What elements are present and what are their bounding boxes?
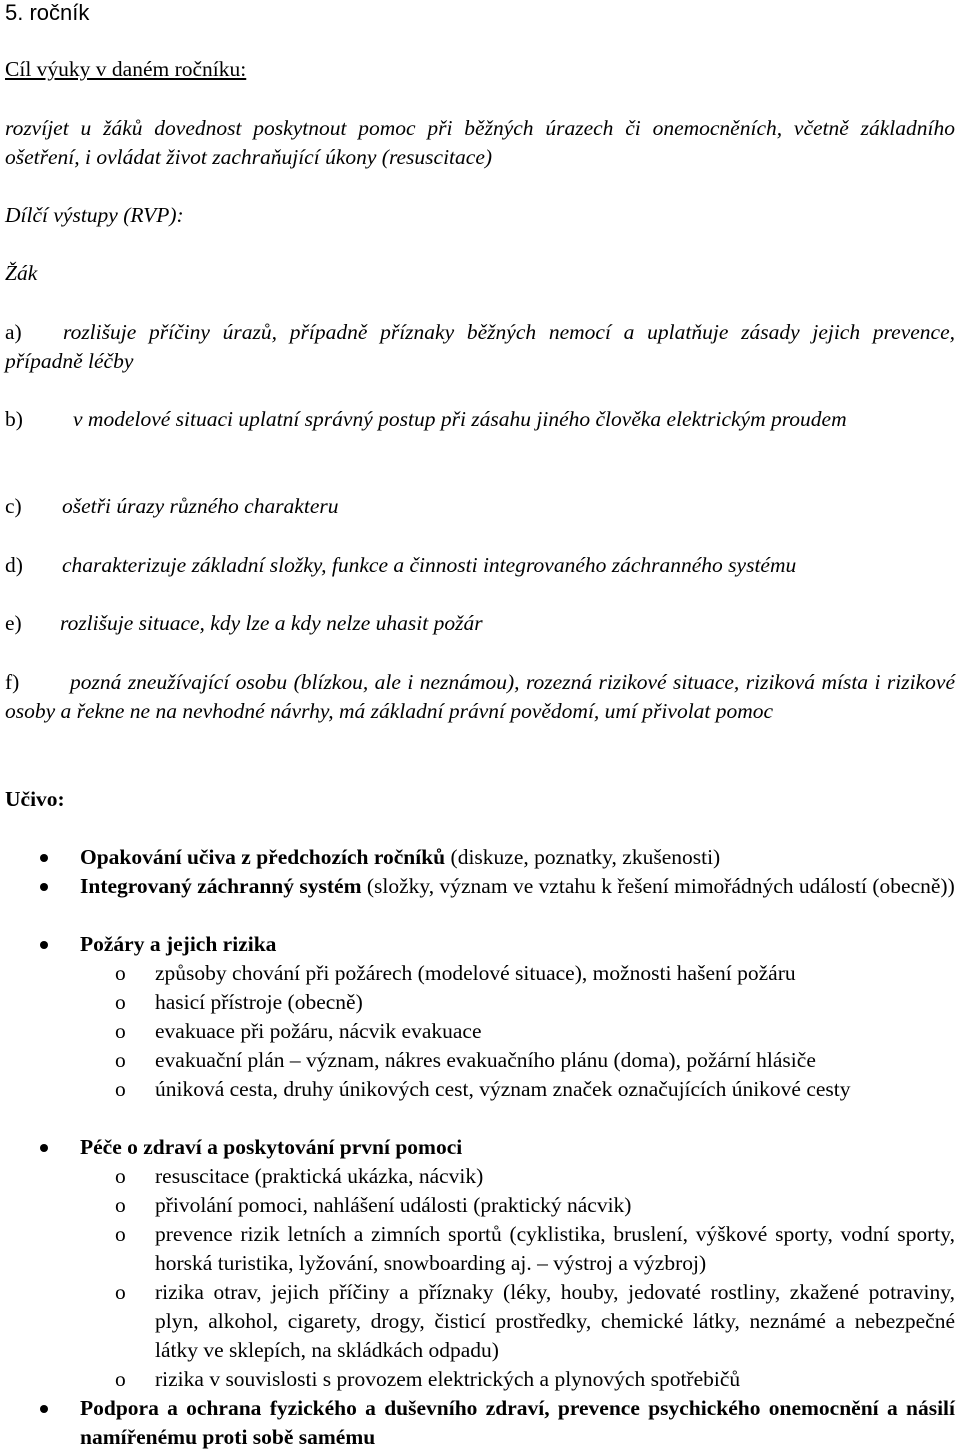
- sub-bullet-icon: o: [115, 990, 126, 1014]
- pupil-label: Žák: [5, 261, 38, 285]
- topic-text: [80, 872, 955, 901]
- subtopic-text: způsoby chování při požárech (modelové situace), možnosti hašení požáru: [155, 961, 796, 985]
- sub-bullet-icon: o: [115, 1077, 126, 1101]
- output-text-c: ošetři úrazy různého charakteru: [62, 494, 339, 518]
- outputs-title: [5, 201, 955, 230]
- sub-bullet-icon: o: [115, 1164, 126, 1188]
- curriculum-title-text: Učivo:: [5, 787, 65, 811]
- output-text-d: charakterizuje základní složky, funkce a činnosti integrovaného záchranného systému: [62, 553, 797, 577]
- sub-bullet-icon: o: [115, 1367, 126, 1391]
- topic-text: [80, 930, 955, 959]
- topic-rest: (složky, význam ve vztahu k řešení mimořádných událostí (obecně)): [361, 874, 955, 898]
- output-text-f: [5, 668, 955, 726]
- output-text-b-body: v modelové situaci uplatní správný postup při zásahu jiného člověka elektrickým proudem: [73, 407, 847, 431]
- output-label-e: e): [5, 611, 22, 635]
- bullet-icon: [40, 1405, 48, 1413]
- curriculum-title: [5, 785, 955, 814]
- output-label-c: c): [5, 494, 22, 518]
- sub-bullet-icon: o: [115, 1048, 126, 1072]
- goal-title: Cíl výuky v daném ročníku:: [5, 57, 247, 81]
- sub-bullet-icon: o: [115, 1280, 126, 1304]
- topic-bold: Integrovaný záchranný systém: [80, 874, 362, 898]
- sub-bullet-icon: o: [115, 961, 126, 985]
- bullet-icon: [40, 941, 48, 949]
- subtopic-text: rizika otrav, jejich příčiny a příznaky (léky, houby, jedovaté rostliny, zkažené potraviny, plyn, alkohol, cigarety, drogy, čisticí prostředky, chemické látky, neznámé a nebezpečné látky ve sklepích, na skládkách odpadu): [155, 1280, 955, 1362]
- output-text-b: [5, 405, 955, 434]
- topic-bold: Požáry a jejich rizika: [80, 932, 277, 956]
- sub-bullet-icon: o: [115, 1193, 126, 1217]
- output-item-f: [5, 668, 955, 726]
- bullet-icon: [40, 854, 48, 862]
- topic-text: [80, 1133, 955, 1162]
- subtopic-text: úniková cesta, druhy únikových cest, význam značek označujících únikové cesty: [155, 1077, 851, 1101]
- output-text-e: rozlišuje situace, kdy lze a kdy nelze uhasit požár: [60, 611, 483, 635]
- topic-bold: Péče o zdraví a poskytování první pomoci: [80, 1135, 463, 1159]
- bullet-icon: [40, 883, 48, 891]
- sub-bullet-icon: o: [115, 1222, 126, 1246]
- output-item-b: [5, 405, 955, 434]
- output-item-d: [5, 551, 955, 580]
- output-item-c: [5, 492, 955, 521]
- outputs-title-text: Dílčí výstupy (RVP):: [5, 203, 184, 227]
- subtopic-text: prevence rizik letních a zimních sportů (cyklistika, bruslení, výškové sporty, vodní sporty, horská turistika, lyžování, snowboarding aj. – výstroj a výzbroj): [155, 1222, 955, 1275]
- output-text-f-body: pozná zneužívající osobu (blízkou, ale i neznámou), rozezná rizikové situace, riziková místa i rizikové osoby a řekne ne na nevhodné návrhy, má základní právní povědomí, umí přivolat pomoc: [5, 670, 955, 723]
- subtopic-text: evakuace při požáru, nácvik evakuace: [155, 1019, 482, 1043]
- topic-bold: Opakování učiva z předchozích ročníků: [80, 845, 446, 869]
- subtopic-text: rizika v souvislosti s provozem elektrických a plynových spotřebičů: [155, 1367, 741, 1391]
- output-label-f: f): [5, 670, 20, 694]
- output-text-a-body: rozlišuje příčiny úrazů, případně příznaky běžných nemocí a uplatňuje zásady jejich prevence, případně léčby: [5, 320, 955, 373]
- goal-text: rozvíjet u žáků dovednost poskytnout pomoc při běžných úrazech či onemocněních, včetně základního ošetření, i ovládat život zachraňující úkony (resuscitace): [5, 116, 955, 169]
- subtopic-text: přivolání pomoci, nahlášení události (praktický nácvik): [155, 1193, 632, 1217]
- output-label-d: d): [5, 553, 23, 577]
- subtopic-text: hasicí přístroje (obecně): [155, 990, 363, 1014]
- output-label-a: a): [5, 320, 22, 344]
- sub-bullet-icon: o: [115, 1019, 126, 1043]
- subtopic-text: resuscitace (praktická ukázka, nácvik): [155, 1164, 484, 1188]
- grade-heading: 5. ročník: [5, 0, 90, 25]
- output-text-a: [5, 318, 955, 376]
- topic-rest: (diskuze, poznatky, zkušenosti): [445, 845, 721, 869]
- subtopic-text: evakuační plán – význam, nákres evakuačního plánu (doma), požární hlásiče: [155, 1048, 816, 1072]
- output-item-e: [5, 609, 955, 638]
- topic-text: [80, 843, 955, 872]
- topic-text: [80, 1394, 955, 1452]
- topic-bold: Podpora a ochrana fyzického a duševního zdraví, prevence psychického onemocnění a násilí namířenému proti sobě samému: [80, 1396, 955, 1449]
- bullet-icon: [40, 1144, 48, 1152]
- output-label-b: b): [5, 407, 23, 431]
- output-item-a: [5, 318, 955, 376]
